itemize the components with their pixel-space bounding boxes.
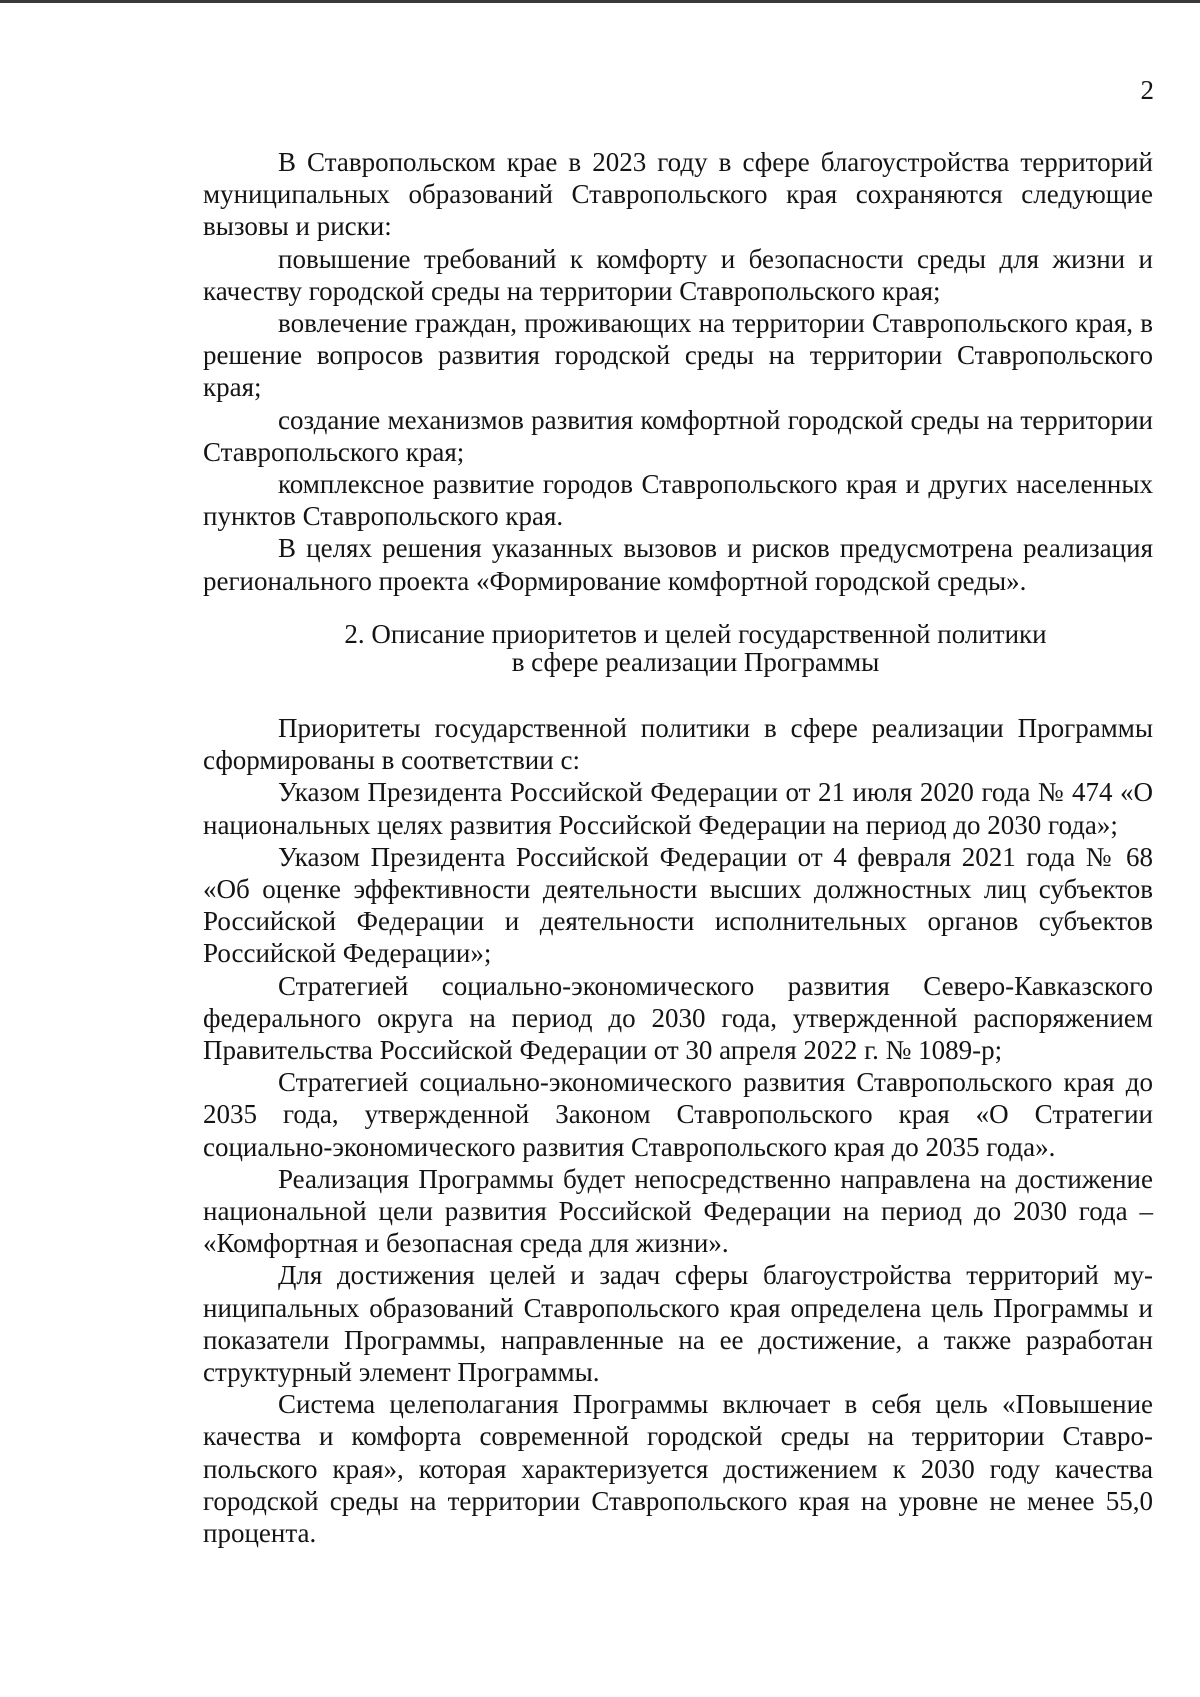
heading-line-2: в сфере реализации Программы bbox=[511, 647, 880, 677]
paragraph: Указом Президента Российской Федерации от 4 февраля 2021 года № 68 «Об оценке эффективности деятельности высших должностных лиц субъектов Российской Федерации и деятельности исполнительных органов субъектов Российской Федерации»; bbox=[203, 841, 1153, 969]
scan-top-edge bbox=[0, 0, 1200, 3]
heading-line-1: 2. Описание приоритетов и целей государственной политики bbox=[344, 619, 1047, 649]
paragraph: В Ставропольском крае в 2023 году в сфере благоустройства территорий муниципальных образований Ставропольского края сохраняются следующие вызовы и риски: bbox=[203, 147, 1153, 242]
section-1-body bbox=[203, 146, 1153, 597]
section-2-heading bbox=[203, 620, 1153, 676]
paragraph: Стратегией социально-экономического развития Ставропольского края до 2035 года, утвержденной Законом Ставропольского края «О Стратегии социально-экономического развития Ставропольского края до 2035 года». bbox=[203, 1067, 1153, 1162]
paragraph: Стратегией социально-экономического развития Северо-Кавказского федерального округа на период до 2030 года, утвержденной распоряжением Правительства Российской Федерации от 30 апреля 2022 г. № 1089-р; bbox=[203, 970, 1153, 1066]
page-number: 2 bbox=[1140, 75, 1154, 105]
paragraph: Система целеполагания Программы включает в себя цель «Повышение качества и комфорта современной городской среды на территории Ставропольского края», которая характеризуется достижением к 2030 году качества городской среды на территории Ставропольского края на уровне не менее 55,0 процента. bbox=[203, 1389, 1153, 1549]
paragraph: Приоритеты государственной политики в сфере реализации Программы сформированы в соответствии с: bbox=[203, 713, 1153, 776]
paragraph: создание механизмов развития комфортной городской среды на территории Ставропольского края; bbox=[203, 404, 1153, 467]
section-2-body bbox=[203, 712, 1153, 1549]
paragraph: повышение требований к комфорту и безопасности среды для жизни и качеству городской среды на территории Ставропольского края; bbox=[203, 243, 1153, 306]
paragraph: вовлечение граждан, проживающих на территории Ставропольского края, в решение вопросов развития городской среды на территории Ставропольского края; bbox=[203, 308, 1153, 403]
paragraph: В целях решения указанных вызовов и рисков предусмотрена реализация регионального проекта «Формирование комфортной городской среды». bbox=[203, 533, 1153, 596]
paragraph: Для достижения целей и задач сферы благоустройства территорий муниципальных образований Ставропольского края определена цель Программы и показатели Программы, направленные на ее достижение, а также разработан структурный элемент Программы. bbox=[203, 1260, 1153, 1388]
paragraph: комплексное развитие городов Ставропольского края и других населенных пунктов Ставропольского края. bbox=[203, 469, 1153, 532]
paragraph: Реализация Программы будет непосредственно направлена на достижение национальной цели развития Российской Федерации на период до 2030 года – «Комфортная и безопасная среда для жизни». bbox=[203, 1163, 1153, 1259]
paragraph: Указом Президента Российской Федерации от 21 июля 2020 года № 474 «О национальных целях развития Российской Федерации на период до 2030 года»; bbox=[203, 777, 1153, 840]
